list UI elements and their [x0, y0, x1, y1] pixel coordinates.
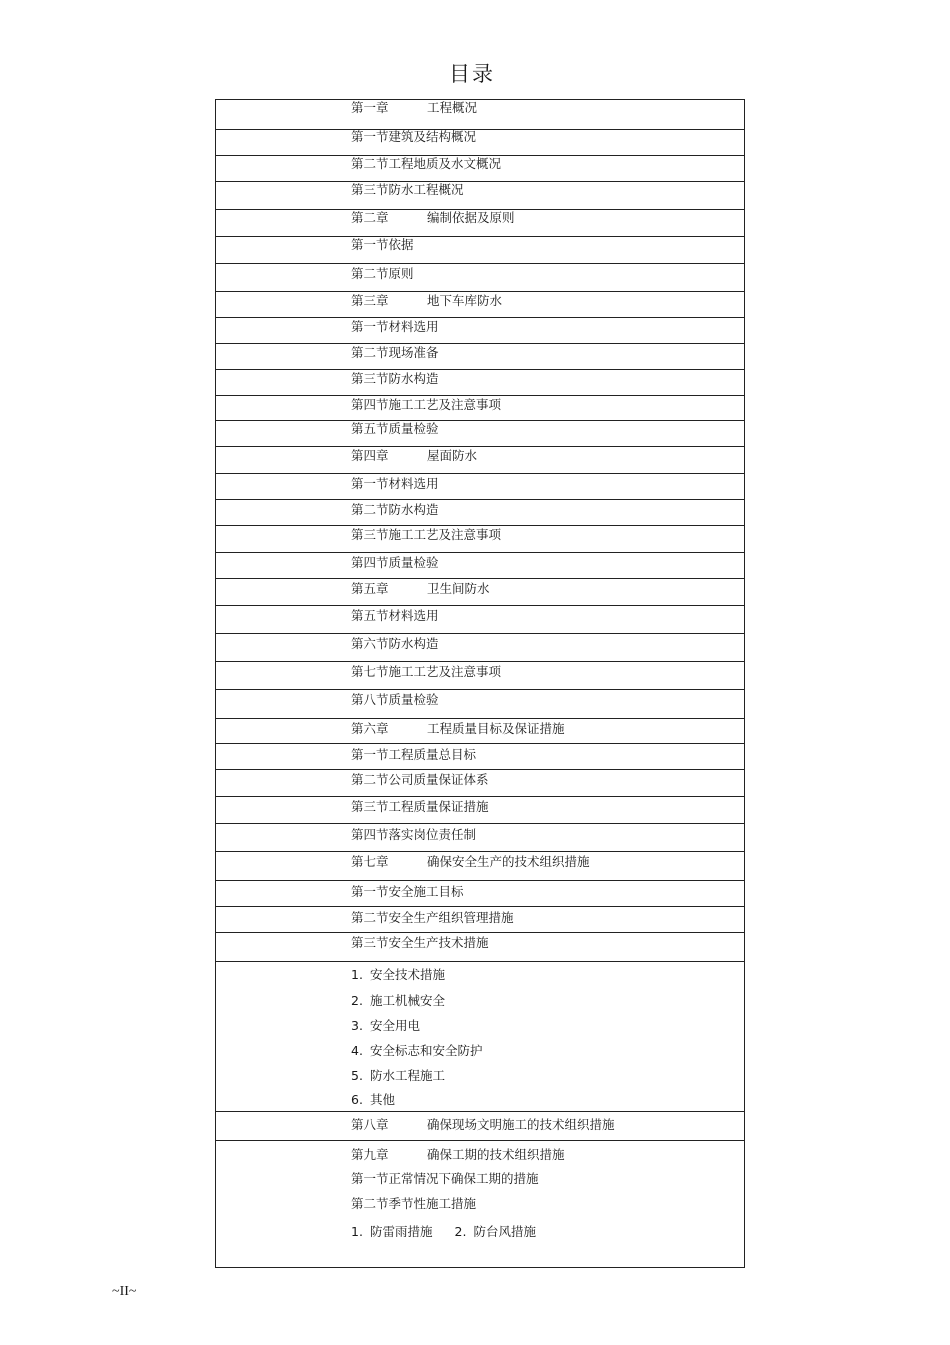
section-title: 第一节建筑及结构概况 — [351, 129, 477, 144]
section-title: 第二节工程地质及水文概况 — [351, 156, 502, 171]
section-title: 第二节现场准备 — [351, 345, 439, 360]
toc-list-item — [351, 1225, 536, 1239]
toc-item-text: 防台风措施 — [473, 1224, 537, 1239]
toc-list-item — [351, 994, 445, 1008]
section-title: 第三节防水工程概况 — [351, 182, 464, 197]
toc-item-number: 1. — [351, 967, 363, 982]
toc-item-text: 安全用电 — [370, 1018, 421, 1033]
toc-section-entry — [351, 130, 476, 144]
chapter-title: 卫生间防水 — [427, 581, 490, 596]
toc-row — [216, 605, 744, 634]
chapter-title: 确保安全生产的技术组织措施 — [427, 854, 590, 869]
page-number: ~II~ — [112, 1284, 137, 1299]
chapter-title: 工程概况 — [427, 100, 478, 115]
toc-row — [216, 718, 744, 744]
toc-row — [216, 633, 744, 662]
toc-row — [216, 661, 744, 690]
section-title: 第八节质量检验 — [351, 692, 439, 707]
section-title: 第六节防水构造 — [351, 636, 439, 651]
chapter-title: 屋面防水 — [427, 448, 478, 463]
section-title: 第一节工程质量总目标 — [351, 747, 477, 762]
toc-row — [216, 181, 744, 210]
toc-row — [216, 129, 744, 156]
toc-chapter-entry — [351, 101, 477, 115]
toc-section-entry — [351, 800, 489, 814]
toc-section-entry — [351, 503, 439, 517]
toc-item-text: 安全标志和安全防护 — [370, 1043, 483, 1058]
toc-section-entry — [351, 422, 439, 436]
toc-item-number: 4. — [351, 1043, 363, 1058]
section-title: 第三节施工工艺及注意事项 — [351, 527, 502, 542]
section-title: 第五节材料选用 — [351, 608, 439, 623]
toc-row — [216, 743, 744, 770]
toc-row — [216, 769, 744, 797]
table-of-contents — [215, 99, 745, 1268]
toc-section-entry — [351, 828, 476, 842]
toc-section-entry — [351, 665, 501, 679]
toc-section-entry — [351, 637, 439, 651]
toc-item-number: 2. — [351, 993, 363, 1008]
toc-section-entry — [351, 748, 476, 762]
toc-row — [216, 880, 744, 907]
toc-section-entry — [351, 238, 414, 252]
section-title: 第二节公司质量保证体系 — [351, 772, 489, 787]
toc-chapter-entry — [351, 1148, 565, 1162]
toc-row — [216, 796, 744, 824]
toc-chapter-entry — [351, 449, 477, 463]
toc-row — [216, 552, 744, 579]
chapter-label: 第四章 — [351, 448, 389, 463]
toc-row — [216, 343, 744, 370]
section-title: 第一节依据 — [351, 237, 414, 252]
toc-section-entry — [351, 320, 439, 334]
section-title: 第三节防水构造 — [351, 371, 439, 386]
section-title: 第二节季节性施工措施 — [351, 1196, 477, 1211]
toc-item-number: 5. — [351, 1068, 363, 1083]
page-title: 目录 — [449, 62, 495, 86]
toc-item-number: 2. — [454, 1224, 467, 1239]
toc-row — [216, 473, 744, 500]
section-title: 第四节落实岗位责任制 — [351, 827, 477, 842]
toc-chapter-entry — [351, 855, 590, 869]
toc-row — [216, 689, 744, 719]
section-title: 第三节安全生产技术措施 — [351, 935, 489, 950]
chapter-title: 编制依据及原则 — [427, 210, 515, 225]
toc-row — [216, 236, 744, 264]
toc-row — [216, 961, 744, 1112]
toc-row — [216, 525, 744, 553]
toc-section-entry — [351, 609, 439, 623]
toc-item-text: 其他 — [370, 1092, 396, 1107]
chapter-label: 第七章 — [351, 854, 389, 869]
toc-row — [216, 369, 744, 396]
toc-chapter-entry — [351, 582, 490, 596]
toc-list-item — [351, 968, 445, 982]
section-title: 第二节防水构造 — [351, 502, 439, 517]
toc-row — [216, 100, 744, 130]
toc-section-entry — [351, 885, 464, 899]
toc-list-item — [351, 1019, 420, 1033]
chapter-title: 地下车库防水 — [427, 293, 503, 308]
toc-section-entry — [351, 157, 501, 171]
toc-chapter-entry — [351, 1118, 615, 1132]
section-title: 第一节安全施工目标 — [351, 884, 464, 899]
toc-section-entry — [351, 556, 439, 570]
toc-section-entry — [351, 477, 439, 491]
chapter-title: 工程质量目标及保证措施 — [427, 721, 565, 736]
chapter-label: 第八章 — [351, 1117, 389, 1132]
toc-row — [216, 578, 744, 606]
toc-row — [216, 823, 744, 852]
toc-section-entry — [351, 911, 514, 925]
chapter-title: 确保工期的技术组织措施 — [427, 1147, 565, 1162]
toc-list-item — [351, 1044, 483, 1058]
section-title: 第七节施工工艺及注意事项 — [351, 664, 502, 679]
toc-item-number: 6. — [351, 1092, 363, 1107]
toc-item-text: 施工机械安全 — [370, 993, 446, 1008]
toc-row — [216, 395, 744, 421]
section-title: 第四节施工工艺及注意事项 — [351, 397, 502, 412]
toc-row — [216, 291, 744, 318]
toc-section-entry — [351, 936, 489, 950]
chapter-label: 第一章 — [351, 100, 389, 115]
section-title: 第一节材料选用 — [351, 319, 439, 334]
section-title: 第二节原则 — [351, 266, 414, 281]
toc-section-entry — [351, 372, 439, 386]
toc-item-text: 安全技术措施 — [370, 967, 446, 982]
toc-chapter-entry — [351, 211, 515, 225]
toc-section-entry — [351, 267, 414, 281]
toc-row — [216, 446, 744, 474]
toc-section-entry — [351, 1172, 539, 1186]
section-title: 第五节质量检验 — [351, 421, 439, 436]
section-title: 第二节安全生产组织管理措施 — [351, 910, 514, 925]
toc-row — [216, 263, 744, 292]
toc-row — [216, 1140, 744, 1270]
toc-list-item — [351, 1069, 445, 1083]
toc-row — [216, 906, 744, 933]
chapter-label: 第九章 — [351, 1147, 389, 1162]
section-title: 第一节正常情况下确保工期的措施 — [351, 1171, 539, 1186]
chapter-label: 第五章 — [351, 581, 389, 596]
toc-row — [216, 209, 744, 237]
toc-section-entry — [351, 183, 464, 197]
toc-item-text: 防水工程施工 — [370, 1068, 446, 1083]
toc-item-number: 3. — [351, 1018, 363, 1033]
toc-item-number: 1. — [351, 1224, 363, 1239]
toc-section-entry — [351, 693, 439, 707]
chapter-label: 第二章 — [351, 210, 389, 225]
toc-row — [216, 155, 744, 182]
section-title: 第四节质量检验 — [351, 555, 439, 570]
toc-list-item — [351, 1093, 395, 1107]
section-title: 第一节材料选用 — [351, 476, 439, 491]
toc-section-entry — [351, 1197, 476, 1211]
toc-section-entry — [351, 528, 501, 542]
toc-row — [216, 851, 744, 881]
toc-chapter-entry — [351, 722, 565, 736]
chapter-label: 第三章 — [351, 293, 389, 308]
toc-item-text: 防雷雨措施 — [370, 1224, 433, 1239]
section-title: 第三节工程质量保证措施 — [351, 799, 489, 814]
toc-row — [216, 932, 744, 962]
toc-row — [216, 420, 744, 447]
toc-row — [216, 499, 744, 526]
toc-section-entry — [351, 346, 439, 360]
toc-section-entry — [351, 398, 501, 412]
chapter-title: 确保现场文明施工的技术组织措施 — [427, 1117, 615, 1132]
toc-row — [216, 1111, 744, 1141]
toc-chapter-entry — [351, 294, 502, 308]
chapter-label: 第六章 — [351, 721, 389, 736]
toc-section-entry — [351, 773, 489, 787]
toc-row — [216, 317, 744, 344]
